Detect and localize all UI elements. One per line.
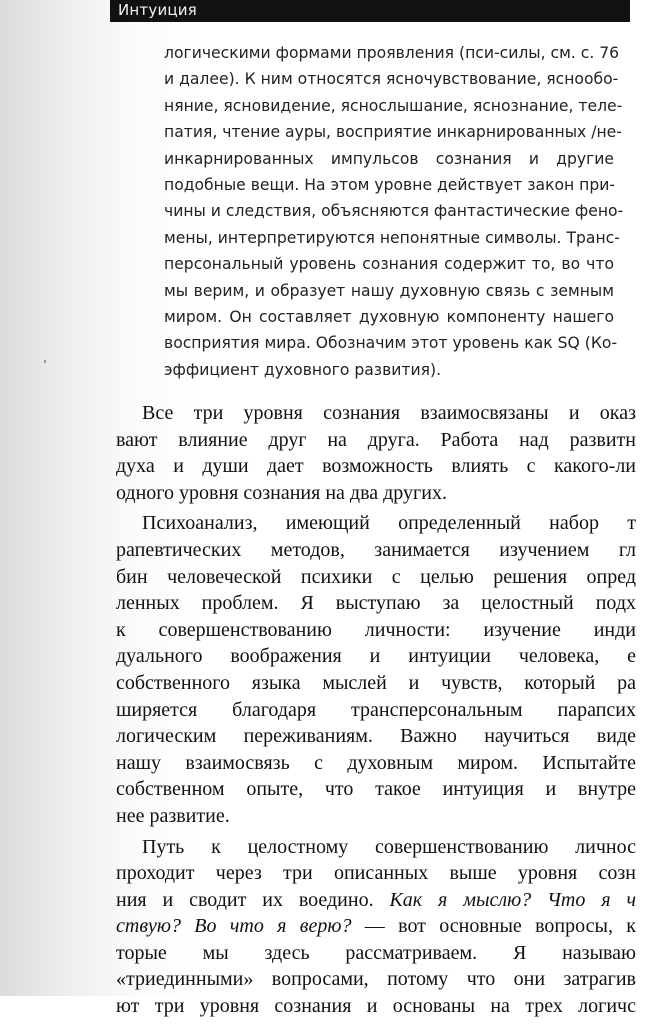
inset-line: логическими формами проявления (пси-силы, см. с. 76: [164, 44, 620, 62]
body-line: нее развитие.: [116, 804, 230, 827]
running-header: [110, 0, 630, 22]
body-line: Все три уровня сознания взаимосвязаны и оказ: [142, 402, 636, 424]
body-line-mixed: [116, 887, 636, 914]
inset-text-block: [164, 40, 624, 383]
body-line: торые мы здесь рассматриваем. Я называю: [116, 941, 636, 964]
chapter-title: Интуиция: [118, 1, 197, 19]
body-line: бин человеческой психики с целью решения опред: [116, 565, 636, 588]
body-line: ширяется благодаря трансперсональным парапсих: [116, 698, 636, 721]
margin-speck: [44, 360, 46, 363]
body-line: логическим переживаниям. Важно научиться виде: [116, 725, 636, 748]
inset-line: восприятия мира. Обозначим этот уровень как SQ (Ко-: [164, 334, 618, 353]
paragraph-3: [116, 834, 656, 1020]
body-line: ют три уровня сознания и основаны на трех логичс: [116, 995, 636, 1018]
body-line: дуального воображения и интуиции человека, е: [116, 645, 636, 668]
inset-line: эффициент духовного развития).: [164, 360, 442, 379]
inset-line: и далее). К ним относятся ясночувствование, яснообо-: [164, 70, 619, 89]
body-line: Психоанализ, имеющий определенный набор т: [142, 512, 636, 535]
inset-line: персональный уровень сознания содержит то, во что: [164, 255, 614, 274]
body-line: вают влияние друг на друга. Работа над развитн: [116, 428, 636, 451]
body-line: к совершенствованию личности: изучение инди: [116, 618, 636, 641]
body-line: нашу взаимосвязь с духовным миром. Испытайте: [116, 751, 636, 774]
paragraph-1: [116, 400, 656, 506]
body-line: собственном опыте, что такое интуиция и внутре: [116, 778, 636, 801]
body-line: рапевтических методов, занимается изучением гл: [116, 538, 636, 561]
body-line: духа и души дает возможность влиять с какого-ли: [116, 455, 636, 478]
inset-line: инкарнированных импульсов сознания и другие: [164, 149, 614, 168]
inset-line: патия, чтение ауры, восприятие инкарнированных /не-: [164, 123, 622, 142]
inset-line: чины и следствия, объясняются фантастические фено-: [164, 202, 624, 221]
body-line: «триединными» вопросами, потому что они затрагив: [116, 968, 636, 991]
paragraph-2: [116, 510, 656, 829]
body-text-run: — вот основные вопросы, к: [351, 915, 636, 938]
body-line: проходит через три описанных выше уровня созн: [116, 862, 636, 885]
body-line: Путь к целостному совершенствованию личнос: [142, 835, 636, 858]
inset-line: няние, ясновидение, яснослышание, яснознание, теле-: [164, 96, 623, 115]
inset-line: подобные вещи. На этом уровне действует закон при-: [164, 176, 616, 195]
italic-question: Как я мыслю? Что я ч: [389, 888, 636, 911]
body-line: собственного языка мыслей и чувств, который ра: [116, 671, 636, 694]
inset-line: миром. Он составляет духовную компоненту нашего: [164, 308, 614, 327]
body-text-run: ния и сводит их воедино.: [116, 888, 390, 911]
body-text: [116, 400, 656, 1024]
body-line: ленных проблем. Я выступаю за целостный подх: [116, 592, 636, 615]
body-line: одного уровня сознания на два других.: [116, 481, 447, 504]
inset-line: мы верим, и образует нашу духовную связь с земным: [164, 281, 614, 300]
body-line-mixed: [116, 913, 636, 940]
inset-line: мены, интерпретируются непонятные символы. Транс-: [164, 228, 620, 247]
italic-question: ствую? Во что я верю?: [116, 915, 352, 938]
